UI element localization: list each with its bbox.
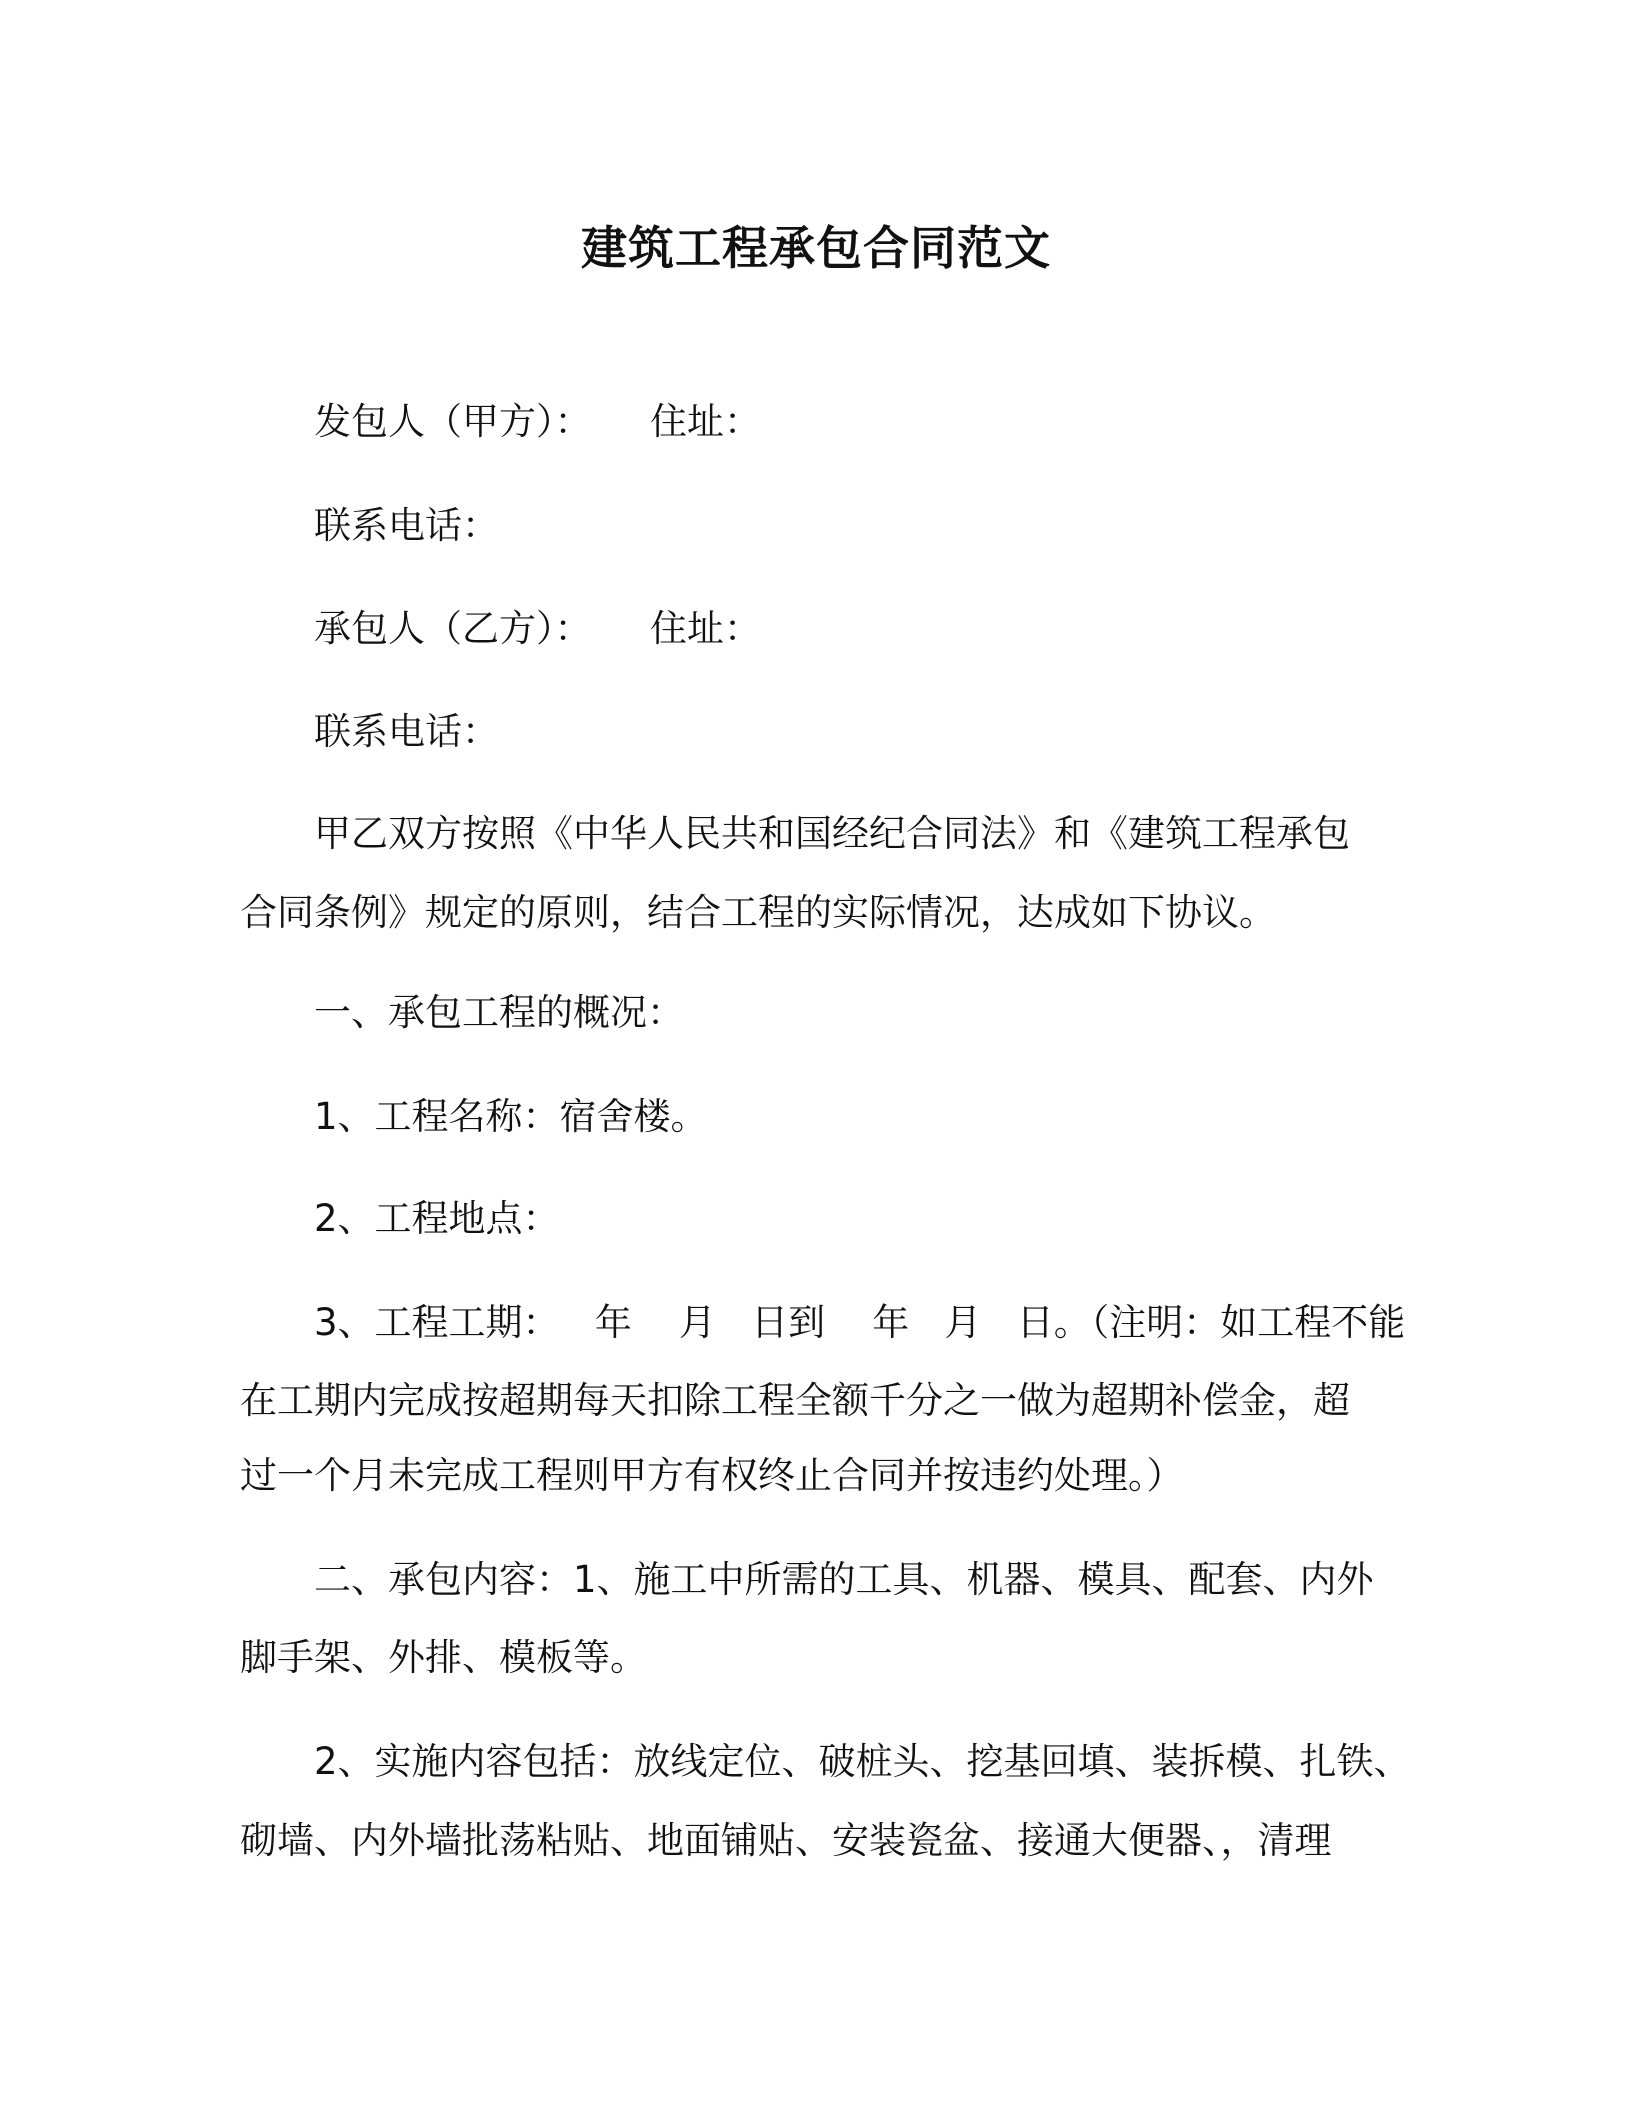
party-a-phone-label: 联系电话： (314, 504, 499, 547)
party-b-label: 承包人（乙方）： (314, 607, 592, 650)
party-b-address-label: 住址： (650, 607, 761, 650)
section-2-line-1: 二、承包内容：1、施工中所需的工具、机器、模具、配套、内外 (314, 1558, 1374, 1601)
item-3-line-2: 在工期内完成按超期每天扣除工程全额千分之一做为超期补偿金，超 (240, 1379, 1350, 1422)
party-a-label: 发包人（甲方）： (314, 400, 592, 443)
item-3-line-3: 过一个月未完成工程则甲方有权终止合同并按违约处理。） (240, 1454, 1184, 1497)
party-b-phone-label: 联系电话： (314, 710, 499, 753)
item-2-project-location: 2、工程地点： (314, 1197, 560, 1240)
section-2-line-2: 脚手架、外排、模板等。 (240, 1636, 647, 1679)
party-a-address-label: 住址： (650, 400, 761, 443)
preamble-line-1: 甲乙双方按照《中华人民共和国经纪合同法》和《建筑工程承包 (314, 812, 1350, 855)
item-b2-line-1: 2、实施内容包括：放线定位、破桩头、挖基回填、装拆模、扎铁、 (314, 1740, 1411, 1783)
item-1-project-name: 1、工程名称：宿舍楼。 (314, 1095, 708, 1138)
item-3-line-1: 3、工程工期： 年 月 日到 年 月 日。（注明：如工程不能 (314, 1301, 1406, 1344)
section-1-heading: 一、承包工程的概况： (314, 991, 684, 1034)
document-title: 建筑工程承包合同范文 (581, 221, 1051, 275)
item-b2-line-2: 砌墙、内外墙批荡粘贴、地面铺贴、安装瓷盆、接通大便器、，清理 (240, 1819, 1332, 1862)
preamble-line-2: 合同条例》规定的原则，结合工程的实际情况，达成如下协议。 (240, 891, 1276, 934)
